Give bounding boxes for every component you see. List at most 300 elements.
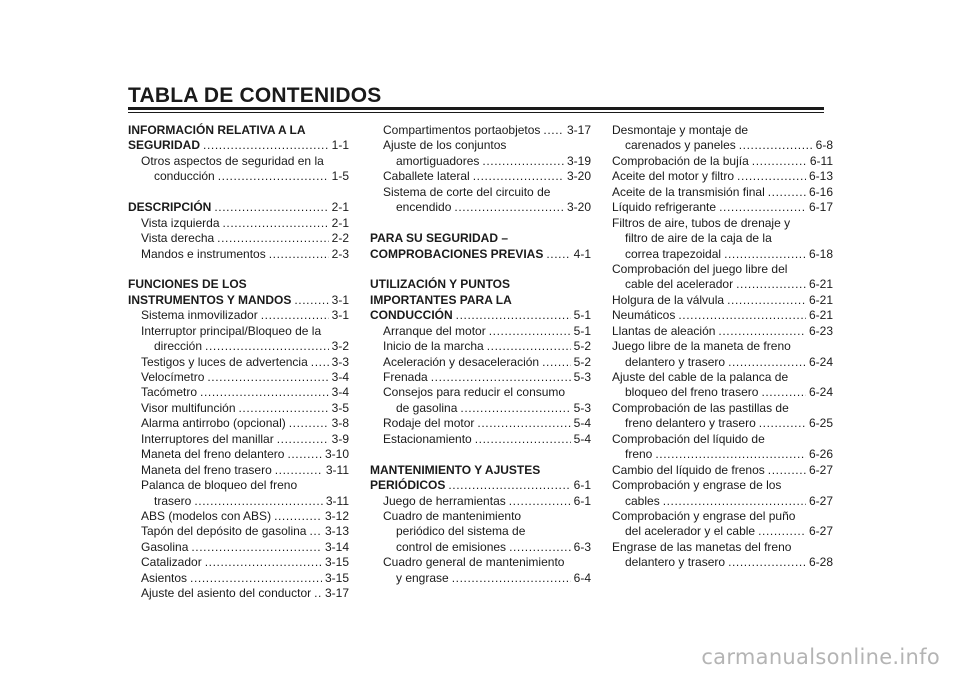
toc-page-number: 6-24 (808, 354, 833, 369)
toc-entry[interactable] (128, 432, 349, 447)
toc-entry[interactable] (128, 355, 349, 370)
toc-page-number: 6-4 (573, 570, 591, 585)
toc-entry[interactable] (612, 447, 833, 462)
toc-page-number: 3-12 (324, 508, 349, 523)
dot-leader (761, 385, 806, 400)
toc-page-number: 6-13 (808, 169, 833, 184)
toc-entry[interactable] (612, 200, 833, 215)
dot-leader (200, 385, 329, 400)
toc-page-number: 3-15 (324, 555, 349, 570)
toc-entry[interactable] (370, 154, 591, 169)
dot-leader (718, 324, 806, 339)
toc-entry[interactable] (612, 494, 833, 509)
toc-entry[interactable] (612, 247, 833, 262)
dot-leader (509, 540, 571, 555)
dot-leader (294, 293, 328, 308)
dot-leader (239, 401, 329, 416)
dot-leader (194, 494, 323, 509)
toc-entry[interactable] (612, 185, 833, 200)
toc-entry-text: Testigos y luces de advertencia (141, 354, 308, 369)
toc-entry[interactable] (128, 571, 349, 586)
toc-page-number: 5-2 (573, 354, 591, 369)
toc-entry[interactable] (370, 123, 591, 138)
toc-entry-text: INSTRUMENTOS Y MANDOS (128, 292, 292, 307)
toc-entry-text: Gasolina (141, 539, 189, 554)
toc-entry[interactable] (370, 432, 591, 447)
toc-entry[interactable] (128, 586, 349, 601)
toc-entry[interactable] (370, 540, 591, 555)
toc-entry[interactable] (128, 231, 349, 246)
toc-entry-text: Vista izquierda (141, 215, 220, 230)
toc-page-number: 3-5 (331, 400, 349, 415)
toc-entry-text: Holgura de la válvula (612, 292, 725, 307)
dot-leader (663, 494, 806, 509)
toc-entry-text: Llantas de aleación (612, 323, 716, 338)
toc-page-number: 2-1 (331, 200, 349, 215)
dot-leader (205, 339, 329, 354)
dot-leader (482, 154, 564, 169)
toc-page-number: 5-3 (573, 370, 591, 384)
toc-entry-text: cables (625, 493, 660, 508)
toc-entry[interactable] (612, 308, 833, 323)
dot-leader (489, 324, 571, 339)
toc-spacer (370, 216, 591, 231)
toc-entry-text: Aceleración y desaceleración (383, 354, 540, 369)
toc-entry-text: carenados y paneles (625, 138, 736, 153)
dot-leader (218, 169, 329, 184)
toc-page-number: 6-3 (573, 539, 591, 554)
toc-section-heading (370, 293, 591, 308)
toc-entry-text: Comprobación y engrase del puño (612, 508, 796, 523)
toc-page-number: 2-2 (331, 231, 349, 246)
dot-leader (454, 200, 564, 215)
toc-entry[interactable] (612, 293, 833, 308)
dot-leader (543, 123, 564, 138)
dot-leader (460, 401, 570, 416)
toc-entry-text: Desmontaje y montaje de (612, 123, 749, 137)
dot-leader (289, 416, 329, 431)
dot-leader (190, 571, 322, 586)
toc-entry-text: Rodaje del motor (383, 416, 475, 431)
dot-leader (217, 231, 328, 246)
toc-entry (370, 185, 591, 200)
toc-entry[interactable] (128, 169, 349, 184)
toc-entry-text: delantero y trasero (625, 354, 726, 369)
toc-section-heading (128, 277, 349, 292)
toc-entry-text: Comprobación de la bujía (612, 153, 749, 168)
toc-section-heading (370, 463, 591, 478)
dot-leader (752, 154, 807, 169)
toc-page-number: 6-27 (808, 493, 833, 508)
toc-entry-text: Comprobación de las pastillas de (612, 400, 789, 415)
toc-entry-text: Velocímetro (141, 370, 205, 384)
toc-entry[interactable] (128, 308, 349, 323)
toc-entry-text: Palanca de bloqueo del freno (141, 478, 298, 493)
toc-entry[interactable] (370, 416, 591, 431)
toc-entry-text: Maneta del freno trasero (141, 462, 272, 477)
toc-page-number: 6-21 (808, 292, 833, 307)
toc-entry[interactable] (128, 540, 349, 555)
toc-entry[interactable] (370, 401, 591, 416)
toc-entry (612, 432, 833, 447)
toc-entry-text: PERIÓDICOS (370, 478, 446, 493)
toc-entry (612, 478, 833, 493)
dot-leader (477, 416, 570, 431)
toc-entry-text: Estacionamiento (383, 431, 472, 446)
toc-page-number: 6-21 (808, 277, 833, 292)
title-rule-thick (128, 107, 824, 110)
toc-section-heading[interactable] (370, 478, 591, 493)
toc-page-number: 6-23 (808, 323, 833, 338)
toc-entry-text: Consejos para reducir el consumo (383, 385, 566, 400)
toc-page-number: 3-9 (331, 431, 349, 446)
toc-entry-text: COMPROBACIONES PREVIAS (370, 246, 544, 261)
toc-entry-text: Arranque del motor (383, 323, 486, 338)
watermark: carmanualsonline.info (701, 645, 940, 669)
toc-entry[interactable] (128, 494, 349, 509)
toc-page-number: 3-4 (331, 385, 349, 400)
toc-page-number: 5-4 (573, 431, 591, 446)
dot-leader (452, 571, 571, 586)
dot-leader (724, 247, 806, 262)
toc-page-number: 3-17 (324, 586, 349, 601)
toc-page-number: 5-2 (573, 339, 591, 354)
toc-entry[interactable] (370, 571, 591, 586)
toc-spacer (370, 447, 591, 462)
toc-entry[interactable] (128, 416, 349, 431)
toc-section-heading[interactable] (128, 138, 349, 153)
toc-entry-text: Frenada (383, 370, 428, 384)
toc-entry (612, 123, 833, 138)
dot-leader (768, 185, 806, 200)
dot-leader (269, 247, 329, 262)
toc-entry-text: Visor multifunción (141, 400, 236, 415)
toc-spacer (370, 262, 591, 277)
dot-leader (431, 370, 571, 385)
toc-entry-text: Catalizador (141, 555, 202, 570)
dot-leader (311, 355, 329, 370)
toc-entry (612, 509, 833, 524)
dot-leader (678, 308, 806, 323)
toc-page-number: 1-1 (331, 138, 349, 153)
toc-entry-text: Ajuste de los conjuntos (383, 138, 507, 153)
toc-entry-text: Sistema inmovilizador (141, 308, 258, 323)
dot-leader (274, 509, 322, 524)
toc-page-number: 3-20 (566, 169, 591, 184)
toc-page-number: 6-16 (808, 184, 833, 199)
toc-entry-text: Interruptores del manillar (141, 431, 274, 446)
title-rule-thin (128, 112, 824, 113)
dot-leader (456, 308, 571, 323)
dot-leader (739, 138, 813, 153)
toc-entry[interactable] (128, 401, 349, 416)
toc-page-number: 6-26 (808, 447, 833, 462)
toc-entry-text: Neumáticos (612, 308, 676, 323)
dot-leader (728, 555, 806, 570)
toc-entry[interactable] (370, 370, 591, 385)
toc-page-number: 3-13 (324, 524, 349, 539)
toc-section-heading (128, 123, 349, 138)
dot-leader (758, 524, 806, 539)
toc-entry-text: Caballete lateral (383, 169, 470, 184)
toc-spacer (128, 262, 349, 277)
toc-entry-text: Tacómetro (141, 385, 198, 400)
dot-leader (214, 200, 328, 215)
toc-entry-text: Otros aspectos de seguridad en la (141, 153, 324, 168)
toc-entry-text: del acelerador y el cable (625, 524, 756, 539)
toc-entry (612, 540, 833, 555)
dot-leader (542, 355, 571, 370)
toc-page-number: 5-4 (573, 416, 591, 431)
toc-entry[interactable] (128, 247, 349, 262)
toc-entry-text: Maneta del freno delantero (141, 447, 285, 462)
dot-leader (737, 169, 806, 184)
dot-leader (475, 432, 571, 447)
toc-entry (370, 555, 591, 570)
toc-page-number: 3-8 (331, 416, 349, 431)
toc-entry-text: PARA SU SEGURIDAD – (370, 231, 509, 246)
toc-page-number: 3-4 (331, 370, 349, 384)
toc-page-number: 3-19 (566, 153, 591, 168)
toc-entry[interactable] (612, 324, 833, 339)
toc-entry-text: periódico del sistema de (396, 524, 526, 539)
toc-entry-text: Comprobación del líquido de (612, 431, 765, 446)
toc-entry-text: bloqueo del freno trasero (625, 385, 759, 400)
dot-leader (728, 355, 806, 370)
dot-leader (275, 463, 323, 478)
page-title: TABLA DE CONTENIDOS (128, 84, 382, 107)
toc-entry[interactable] (128, 509, 349, 524)
toc-entry[interactable] (370, 339, 591, 354)
toc-entry-text: Líquido refrigerante (612, 200, 717, 215)
toc-entry (128, 154, 349, 169)
toc-entry-text: FUNCIONES DE LOS (128, 277, 247, 292)
toc-section-heading[interactable] (128, 200, 349, 215)
toc-entry-text: control de emisiones (396, 539, 507, 554)
toc-section-heading (370, 277, 591, 292)
toc-section-heading (370, 231, 591, 246)
toc-entry-text: Asientos (141, 570, 188, 585)
toc-entry-text: Alarma antirrobo (opcional) (141, 416, 286, 431)
toc-page-number: 2-3 (331, 246, 349, 261)
toc-page-number: 3-17 (566, 123, 591, 137)
toc-page-number: 6-1 (573, 493, 591, 508)
toc-entry-text: delantero y trasero (625, 555, 726, 570)
toc-column-3 (612, 123, 833, 571)
dot-leader (261, 308, 329, 323)
toc-section-heading[interactable] (370, 247, 591, 262)
toc-entry-text: amortiguadores (396, 153, 480, 168)
toc-page-number: 3-1 (331, 292, 349, 307)
toc-entry[interactable] (370, 169, 591, 184)
toc-page-number: 3-1 (331, 308, 349, 323)
toc-entry-text: cable del acelerador (625, 277, 734, 292)
toc-entry[interactable] (128, 370, 349, 385)
toc-page-number: 3-11 (325, 493, 349, 508)
toc-page-number: 6-21 (808, 308, 833, 323)
toc-entry-text: Mandos e instrumentos (141, 246, 266, 261)
toc-entry-text: y engrase (396, 570, 449, 585)
toc-entry-text: UTILIZACIÓN Y PUNTOS (370, 277, 511, 292)
toc-entry-text: Sistema de corte del circuito de (383, 184, 551, 199)
dot-leader (207, 370, 328, 385)
toc-page-number: 2-1 (331, 215, 349, 230)
toc-page-number: 6-18 (808, 246, 833, 261)
toc-entry-text: Comprobación y engrase de los (612, 478, 782, 493)
toc-entry-text: conducción (154, 169, 215, 184)
toc-column-2 (370, 123, 591, 586)
toc-entry-text: INFORMACIÓN RELATIVA A LA (128, 123, 306, 137)
toc-page-number: 6-27 (808, 524, 833, 539)
toc-page-number: 3-10 (324, 447, 349, 462)
dot-leader (727, 293, 806, 308)
dot-leader (223, 216, 329, 231)
dot-leader (309, 524, 322, 539)
dot-leader (203, 138, 329, 153)
toc-entry-text: encendido (396, 200, 452, 215)
toc-entry-text: trasero (154, 493, 192, 508)
toc-entry (612, 231, 833, 246)
dot-leader (277, 432, 329, 447)
toc-entry (612, 216, 833, 231)
toc-entry[interactable] (612, 463, 833, 478)
dot-leader (719, 200, 806, 215)
toc-entry-text: dirección (154, 339, 203, 354)
dot-leader (287, 447, 322, 462)
toc-entry[interactable] (370, 200, 591, 215)
toc-page-number: 3-15 (324, 570, 349, 585)
toc-entry (370, 524, 591, 539)
toc-entry[interactable] (612, 555, 833, 570)
toc-entry-text: Aceite del motor y filtro (612, 169, 735, 184)
toc-entry-text: Comprobación del juego libre del (612, 261, 788, 276)
toc-entry-text: Tapón del depósito de gasolina (141, 524, 307, 539)
toc-entry-text: Inicio de la marcha (383, 339, 484, 354)
toc-entry-text: Interruptor principal/Bloqueo de la (141, 323, 322, 338)
toc-page-number: 3-3 (331, 354, 349, 369)
toc-entry[interactable] (128, 524, 349, 539)
toc-entry-text: Ajuste del asiento del conductor (141, 586, 312, 601)
toc-entry (612, 339, 833, 354)
toc-entry-text: ABS (modelos con ABS) (141, 508, 272, 523)
dot-leader (546, 247, 570, 262)
toc-entry-text: filtro de aire de la caja de la (625, 231, 772, 246)
toc-entry (370, 138, 591, 153)
toc-entry[interactable] (128, 447, 349, 462)
toc-page-number: 6-1 (573, 478, 591, 493)
toc-entry[interactable] (612, 416, 833, 431)
dot-leader (768, 463, 806, 478)
toc-page-number: 6-25 (808, 416, 833, 431)
dot-leader (191, 540, 322, 555)
toc-entry-text: Cambio del líquido de frenos (612, 462, 765, 477)
toc-entry-text: freno delantero y trasero (625, 416, 756, 431)
toc-entry[interactable] (612, 277, 833, 292)
toc-spacer (128, 185, 349, 200)
toc-entry (612, 262, 833, 277)
toc-entry (370, 509, 591, 524)
toc-entry-text: Vista derecha (141, 231, 215, 246)
toc-page-number: 6-27 (808, 462, 833, 477)
toc-entry[interactable] (612, 524, 833, 539)
toc-entry (128, 478, 349, 493)
dot-leader (473, 169, 564, 184)
toc-entry[interactable] (612, 138, 833, 153)
toc-column-1 (128, 123, 349, 602)
toc-entry[interactable] (612, 154, 833, 169)
toc-page-number: 6-11 (809, 153, 833, 168)
toc-entry-text: Filtros de aire, tubos de drenaje y (612, 215, 791, 230)
toc-entry (128, 324, 349, 339)
toc-entry[interactable] (128, 339, 349, 354)
toc-section-heading[interactable] (370, 308, 591, 323)
toc-entry[interactable] (612, 169, 833, 184)
toc-entry-text: DESCRIPCIÓN (128, 200, 212, 215)
toc-page-number: 5-1 (573, 308, 591, 323)
toc-page-number: 4-1 (573, 246, 591, 261)
toc-entry-text: Cuadro general de mantenimiento (383, 555, 565, 570)
dot-leader (655, 447, 806, 462)
toc-page-number: 5-3 (573, 400, 591, 415)
toc-entry-text: Compartimentos portaobjetos (383, 123, 541, 137)
toc-page-number: 6-8 (815, 138, 833, 153)
toc-page-number: 6-28 (808, 555, 833, 570)
toc-entry-text: Juego de herramientas (383, 493, 506, 508)
toc-entry-text: Aceite de la transmisión final (612, 184, 765, 199)
toc-entry-text: Juego libre de la maneta de freno (612, 339, 791, 354)
dot-leader (509, 494, 571, 509)
toc-entry[interactable] (612, 385, 833, 400)
toc-entry-text: de gasolina (396, 400, 458, 415)
dot-leader (736, 277, 806, 292)
toc-page-number: 1-5 (331, 169, 349, 184)
toc-entry-text: Engrase de las manetas del freno (612, 539, 792, 554)
toc-page-number: 3-14 (324, 539, 349, 554)
toc-section-heading[interactable] (128, 293, 349, 308)
toc-entry-text: CONDUCCIÓN (370, 308, 453, 323)
toc-entry-text: SEGURIDAD (128, 138, 201, 153)
toc-page-number: 3-11 (325, 462, 349, 477)
toc-entry-text: Ajuste del cable de la palanca de (612, 370, 789, 384)
toc-entry (370, 385, 591, 400)
dot-leader (448, 478, 570, 493)
toc-page-number: 3-2 (331, 339, 349, 354)
toc-entry[interactable] (370, 355, 591, 370)
toc-entry[interactable] (128, 555, 349, 570)
dot-leader (487, 339, 571, 354)
toc-entry-text: Cuadro de mantenimiento (383, 508, 522, 523)
toc-entry (612, 401, 833, 416)
toc-entry[interactable] (370, 324, 591, 339)
toc-entry (612, 370, 833, 385)
toc-entry-text: correa trapezoidal (625, 246, 722, 261)
toc-entry-text: IMPORTANTES PARA LA (370, 292, 512, 307)
dot-leader (759, 416, 806, 431)
toc-page-number: 5-1 (573, 323, 591, 338)
dot-leader (205, 555, 322, 570)
toc-entry[interactable] (128, 463, 349, 478)
toc-page-number: 3-20 (566, 200, 591, 215)
toc-entry[interactable] (128, 385, 349, 400)
toc-entry-text: freno (625, 447, 653, 462)
toc-entry[interactable] (612, 355, 833, 370)
toc-entry-text: MANTENIMIENTO Y AJUSTES (370, 462, 541, 477)
dot-leader (314, 586, 322, 601)
toc-page-number: 6-24 (808, 385, 833, 400)
toc-entry[interactable] (370, 494, 591, 509)
toc-entry[interactable] (128, 216, 349, 231)
toc-page-number: 6-17 (808, 200, 833, 215)
